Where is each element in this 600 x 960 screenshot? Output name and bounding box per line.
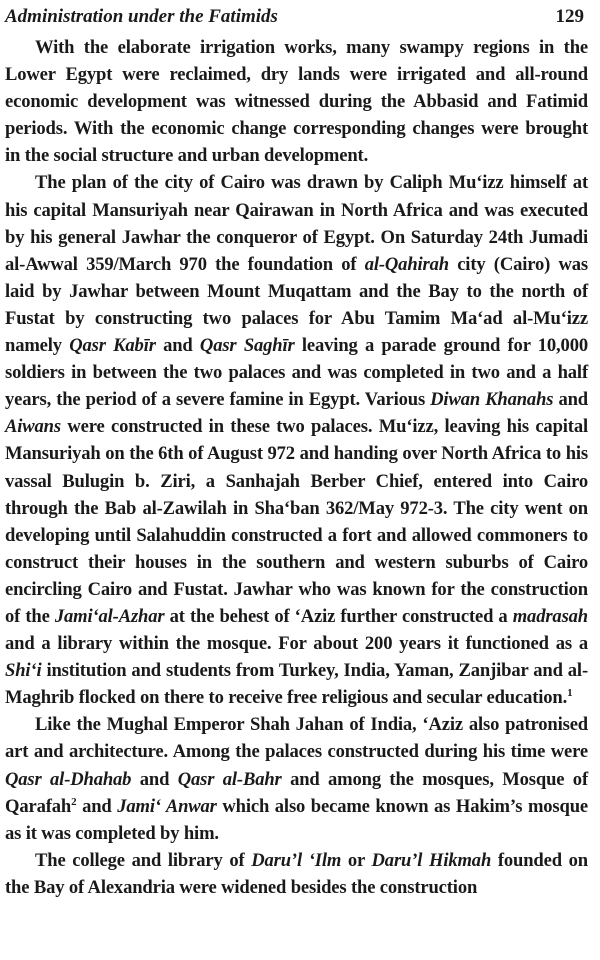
- text-run: and among the mosques, Mosque of Qarafah: [5, 768, 588, 817]
- text-run: and a library within the mosque. For about 200 years it functioned as a: [5, 633, 588, 655]
- running-title: Administration under the Fatimids: [5, 6, 278, 27]
- text-run: at the behest of ‘Aziz further constructed a: [164, 605, 513, 627]
- italic-term: madrasah: [512, 605, 588, 627]
- text-run: institution and students from Turkey, India, Yaman, Zanjibar and al-Maghrib flocked on there to receive free religious and secular education.: [5, 660, 588, 709]
- text-run: The college and library of: [35, 849, 252, 871]
- text-run: city (Cairo) was laid by Jawhar between Mount Muqattam and the Bay to the north of Fustat by constructing two palaces for Abu Tamim Ma‘ad al-Mu‘izz namely: [5, 253, 588, 357]
- footnote-marker: 1: [567, 687, 573, 700]
- italic-term: Daru’l ‘Ilm: [251, 849, 342, 871]
- italic-term: Qasr Kabīr: [69, 335, 156, 357]
- body-text: [5, 34, 588, 901]
- italic-term: Aiwans: [5, 416, 61, 438]
- page-number: 129: [555, 6, 584, 27]
- italic-term: Qasr Saghīr: [199, 335, 295, 357]
- italic-term: Daru’l Hikmah: [371, 849, 492, 871]
- text-run: leaving a parade ground for 10,000 soldiers in between the two palaces and was completed in two and a half years, the period of a severe famine in Egypt. Various: [5, 335, 588, 411]
- text-run: The plan of the city of Cairo was drawn by Caliph Mu‘izz himself at his capital Mansuriyah near Qairawan in North Africa and was executed by his general Jawhar the conqueror of Egypt. On Saturday 24th Jumadi al-Awwal 359/March 970 the foundation of: [5, 172, 588, 275]
- italic-term: Qasr al-Bahr: [177, 768, 282, 790]
- paragraph: [5, 34, 588, 169]
- text-run: Like the Mughal Emperor Shah Jahan of India, ‘Aziz also patronised art and architecture. Among the palaces constructed during his time were: [5, 714, 588, 763]
- italic-term: al-Qahirah: [364, 253, 449, 275]
- text-run: founded on the Bay of Alexandria were widened besides the construction: [5, 849, 588, 898]
- italic-term: Shi‘i: [5, 660, 42, 682]
- text-run: and: [553, 389, 588, 411]
- paragraph: [5, 847, 588, 901]
- italic-term: Diwan Khanahs: [430, 389, 554, 411]
- text-run: With the elaborate irrigation works, many swampy regions in the Lower Egypt were reclaimed, dry lands were irrigated and all-round economic development was witnessed during the Abbasid and Fatimid periods. With the economic change corresponding changes were brought in the social structure and urban development.: [5, 37, 588, 167]
- italic-term: Jami‘al-Azhar: [54, 605, 165, 627]
- running-head: [5, 4, 588, 30]
- paragraph: [5, 711, 588, 846]
- text-run: and: [155, 335, 200, 357]
- text-run: and: [131, 768, 178, 790]
- italic-term: Qasr al-Dhahab: [5, 768, 132, 790]
- text-run: which also became known as Hakim’s mosque as it was completed by him.: [5, 795, 588, 844]
- text-run: and: [76, 795, 118, 817]
- text-run: were constructed in these two palaces. Mu‘izz, leaving his capital Mansuriyah on the 6th of August 972 and handing over North Africa to his vassal Bulugin b. Ziri, a Sanhajah Berber Chief, entered into Cairo through the Bab al-Zawilah in Sha‘ban 362/May 972-3. The city went on developing until Salahuddin constructed a fort and allowed commoners to construct their houses in the southern and western suburbs of Cairo encircling Cairo and Fustat. Jawhar who was known for the construction of the: [5, 416, 588, 627]
- footnote-marker: 2: [71, 795, 77, 808]
- text-run: or: [341, 849, 372, 871]
- paragraph: [5, 169, 588, 711]
- italic-term: Jami‘ Anwar: [117, 795, 217, 817]
